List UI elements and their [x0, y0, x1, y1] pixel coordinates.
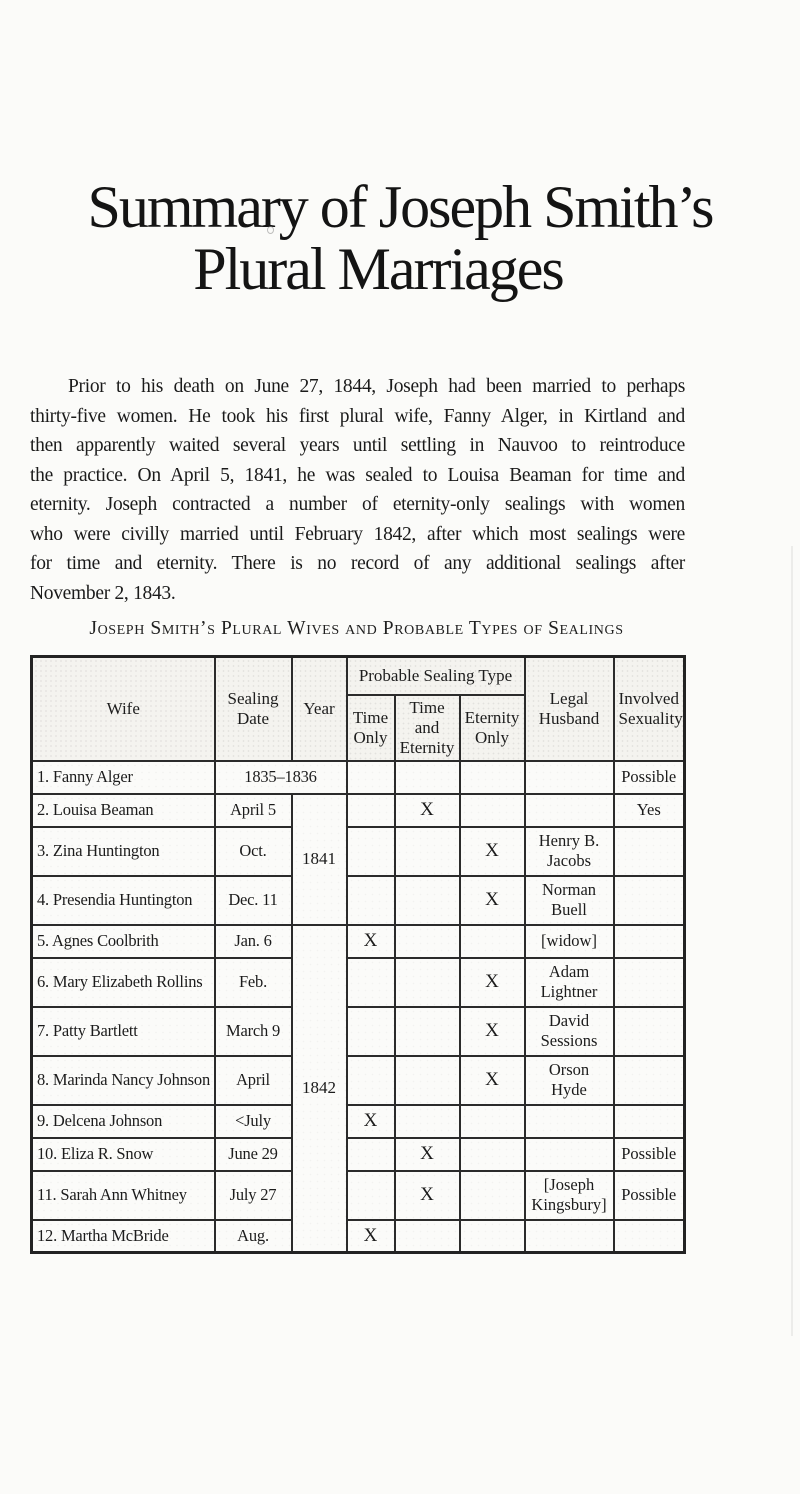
page-gutter-shadow: [791, 546, 793, 1336]
eternity-only-cell: [460, 794, 525, 827]
sealing-date-cell: <July: [215, 1105, 292, 1138]
header-involved-sexuality: Involved Sexuality: [614, 657, 685, 761]
paragraph-line: November 2, 1843.: [30, 582, 176, 604]
involved-sexuality-cell: [614, 925, 685, 958]
involved-sexuality-cell: [614, 827, 685, 876]
paragraph-line: who were civilly married until February 1842, after which most sealings were: [30, 523, 685, 545]
eternity-only-cell: X: [460, 958, 525, 1007]
time-and-eternity-cell: [395, 1056, 460, 1105]
legal-husband-cell: Adam Lightner: [525, 958, 614, 1007]
header-legal-husband: Legal Husband: [525, 657, 614, 761]
time-only-cell: [347, 876, 395, 925]
table-row: [32, 1220, 685, 1253]
table-row: [32, 1007, 685, 1056]
wife-cell: 6. Mary Elizabeth Rollins: [32, 958, 215, 1007]
eternity-only-cell: X: [460, 876, 525, 925]
involved-sexuality-cell: [614, 876, 685, 925]
scanned-book-page: [0, 176, 800, 1494]
header-year: Year: [292, 657, 347, 761]
time-only-cell: X: [347, 1105, 395, 1138]
eternity-only-cell: [460, 1220, 525, 1253]
legal-husband-cell: [Joseph Kingsbury]: [525, 1171, 614, 1220]
paragraph-line: Prior to his death on June 27, 1844, Joseph had been married to perhaps: [68, 376, 685, 397]
time-and-eternity-cell: [395, 827, 460, 876]
table-row: [32, 876, 685, 925]
legal-husband-cell: Orson Hyde: [525, 1056, 614, 1105]
table-row: [32, 1056, 685, 1105]
scan-artifact-dot: [267, 226, 274, 234]
eternity-only-cell: [460, 1171, 525, 1220]
wife-cell: 3. Zina Huntington: [32, 827, 215, 876]
wife-cell: 4. Presendia Huntington: [32, 876, 215, 925]
year-cell: 1842: [292, 925, 347, 1253]
paragraph-line: thirty-five women. He took his first plural wife, Fanny Alger, in Kirtland and: [30, 405, 685, 427]
paragraph-line: the practice. On April 5, 1841, he was sealed to Louisa Beaman for time and: [30, 464, 685, 486]
time-and-eternity-cell: X: [395, 794, 460, 827]
wife-cell: 10. Eliza R. Snow: [32, 1138, 215, 1171]
table-row: [32, 925, 685, 958]
legal-husband-cell: [525, 1220, 614, 1253]
time-and-eternity-cell: [395, 1007, 460, 1056]
time-only-cell: [347, 827, 395, 876]
involved-sexuality-cell: [614, 1220, 685, 1253]
time-and-eternity-cell: X: [395, 1138, 460, 1171]
wife-cell: 9. Delcena Johnson: [32, 1105, 215, 1138]
time-only-cell: [347, 1056, 395, 1105]
sealing-date-cell: April: [215, 1056, 292, 1105]
legal-husband-cell: David Sessions: [525, 1007, 614, 1056]
legal-husband-cell: Norman Buell: [525, 876, 614, 925]
wife-cell: 5. Agnes Coolbrith: [32, 925, 215, 958]
table-row: [32, 958, 685, 1007]
legal-husband-cell: Henry B. Jacobs: [525, 827, 614, 876]
page-title-line2: Plural Marriages: [193, 236, 563, 302]
time-and-eternity-cell: [395, 1220, 460, 1253]
eternity-only-cell: X: [460, 1007, 525, 1056]
sealing-date-cell: 1835–1836: [215, 761, 347, 794]
time-only-cell: [347, 794, 395, 827]
involved-sexuality-cell: Possible: [614, 761, 685, 794]
sealing-date-cell: July 27: [215, 1171, 292, 1220]
paragraph-line: eternity. Joseph contracted a number of eternity-only sealings with women: [30, 494, 685, 515]
eternity-only-cell: X: [460, 827, 525, 876]
time-only-cell: [347, 1138, 395, 1171]
header-time-only: Time Only: [347, 695, 395, 761]
paragraph-line: for time and eternity. There is no record of any additional sealings after: [30, 553, 685, 574]
sealing-date-cell: March 9: [215, 1007, 292, 1056]
eternity-only-cell: [460, 1138, 525, 1171]
table-row: [32, 794, 685, 827]
table-row: [32, 1105, 685, 1138]
time-and-eternity-cell: X: [395, 1171, 460, 1220]
sealing-date-cell: June 29: [215, 1138, 292, 1171]
wives-table: [30, 655, 686, 1254]
sealing-date-cell: Aug.: [215, 1220, 292, 1253]
time-and-eternity-cell: [395, 1105, 460, 1138]
time-only-cell: [347, 1171, 395, 1220]
sealing-date-cell: April 5: [215, 794, 292, 827]
involved-sexuality-cell: Possible: [614, 1171, 685, 1220]
eternity-only-cell: [460, 761, 525, 794]
legal-husband-cell: [widow]: [525, 925, 614, 958]
time-only-cell: [347, 761, 395, 794]
time-only-cell: [347, 1007, 395, 1056]
time-only-cell: [347, 958, 395, 1007]
time-and-eternity-cell: [395, 761, 460, 794]
time-only-cell: X: [347, 1220, 395, 1253]
time-and-eternity-cell: [395, 958, 460, 1007]
table-row: [32, 761, 685, 794]
header-sealing-date: Sealing Date: [215, 657, 292, 761]
sealing-date-cell: Dec. 11: [215, 876, 292, 925]
table-caption: Joseph Smith’s Plural Wives and Probable Types of Sealings: [89, 618, 624, 639]
wife-cell: 7. Patty Bartlett: [32, 1007, 215, 1056]
wife-cell: 11. Sarah Ann Whitney: [32, 1171, 215, 1220]
sealing-date-cell: Feb.: [215, 958, 292, 1007]
table-header: [32, 657, 685, 761]
table-row: [32, 1171, 685, 1220]
involved-sexuality-cell: Possible: [614, 1138, 685, 1171]
page-title: [0, 176, 800, 300]
year-cell: 1841: [292, 794, 347, 925]
wife-cell: 2. Louisa Beaman: [32, 794, 215, 827]
involved-sexuality-cell: [614, 1007, 685, 1056]
involved-sexuality-cell: [614, 1105, 685, 1138]
intro-paragraph: [30, 372, 685, 608]
time-and-eternity-cell: [395, 876, 460, 925]
wife-cell: 12. Martha McBride: [32, 1220, 215, 1253]
sealing-date-cell: Oct.: [215, 827, 292, 876]
involved-sexuality-cell: Yes: [614, 794, 685, 827]
header-probable-sealing-type: Probable Sealing Type: [347, 657, 525, 695]
involved-sexuality-cell: [614, 958, 685, 1007]
time-only-cell: X: [347, 925, 395, 958]
wife-cell: 8. Marinda Nancy Johnson: [32, 1056, 215, 1105]
legal-husband-cell: [525, 761, 614, 794]
wife-cell: 1. Fanny Alger: [32, 761, 215, 794]
legal-husband-cell: [525, 1138, 614, 1171]
table-row: [32, 827, 685, 876]
header-eternity-only: Eternity Only: [460, 695, 525, 761]
header-time-and-eternity: Time and Eternity: [395, 695, 460, 761]
table-row: [32, 1138, 685, 1171]
paragraph-line: then apparently waited several years until settling in Nauvoo to reintroduce: [30, 435, 685, 456]
eternity-only-cell: [460, 1105, 525, 1138]
header-wife: Wife: [32, 657, 215, 761]
involved-sexuality-cell: [614, 1056, 685, 1105]
eternity-only-cell: X: [460, 1056, 525, 1105]
eternity-only-cell: [460, 925, 525, 958]
time-and-eternity-cell: [395, 925, 460, 958]
page-title-line1: Summary of Joseph Smith’s: [87, 174, 713, 240]
sealing-date-cell: Jan. 6: [215, 925, 292, 958]
legal-husband-cell: [525, 794, 614, 827]
legal-husband-cell: [525, 1105, 614, 1138]
